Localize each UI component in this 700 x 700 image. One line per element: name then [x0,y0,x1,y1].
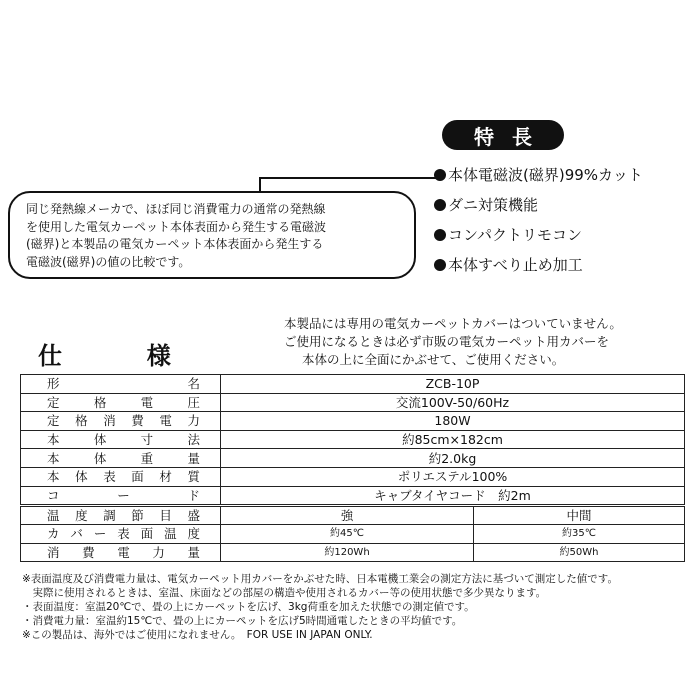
cover-note-line: 本製品には専用の電気カーペットカバーはついていません。 [284,316,622,331]
table-row [21,505,685,524]
spec-label: 本体重量 [21,449,221,468]
bullet-icon [434,229,446,241]
footnote: ※表面温度及び消費電力量は、電気カーペット用カバーをかぶせた時、日本電機工業会の測定方法に基づいて測定した値です。 [22,573,618,585]
spec-label: カバー表面温度 [21,525,221,544]
spec-label: 本体寸法 [21,430,221,449]
table-row [21,449,685,468]
bullet-icon [434,169,446,181]
spec-label: 温度調節目盛 [21,505,221,524]
spec-value: ポリエステル100% [221,467,685,486]
spec-title-char: 仕 [38,342,62,370]
footnote: ・消費電力量：室温約15℃で、畳の上にカーペットを広げ5時間通電したときの平均値です。 [22,615,463,627]
strong-value: 約45℃ [221,525,474,544]
table-row [21,412,685,431]
spec-label: 定格電圧 [21,393,221,412]
note-line: 電磁波(磁界)の値の比較です。 [26,254,191,269]
table-row [21,375,685,394]
feature-item [434,254,643,284]
note-line: 同じ発熱線メーカで、ほぼ同じ消費電力の通常の発熱線 [26,202,326,216]
medium-value: 約50Wh [474,543,685,562]
medium-value: 約35℃ [474,525,685,544]
footnote: 実際に使用されるときは、室温、床面などの部屋の構造や使用されるカバー等の使用状態で多少異なります。 [22,587,547,599]
spec-value: キャブタイヤコード 約2m [221,486,685,505]
callout-connector [259,177,437,179]
medium-header: 中間 [474,505,685,524]
spec-value: 180W [221,412,685,431]
table-row [21,430,685,449]
footnote: ※この製品は、海外ではご使用になれません。 FOR USE IN JAPAN ONLY. [22,629,373,641]
spec-label: 消費電力量 [21,543,221,562]
feature-item [434,194,643,224]
spec-value: 約2.0kg [221,449,685,468]
cover-note-line: ご使用になるときは必ず市販の電気カーペット用カバーを [284,334,610,349]
strong-header: 強 [221,505,474,524]
feature-label: コンパクトリモコン [448,226,582,244]
spec-value: 約85cm×182cm [221,430,685,449]
table-row [21,543,685,562]
table-row [21,393,685,412]
feature-list [434,164,643,284]
spec-label: 形名 [21,375,221,394]
spec-title [38,336,171,371]
feature-label: 本体すべり止め加工 [448,256,583,274]
spec-label: コード [21,486,221,505]
table-row [21,525,685,544]
cover-note-line: 本体の上に全面にかぶせて、ご使用ください。 [302,352,565,367]
footnote: ・表面温度：室温20℃で、畳の上にカーペットを広げ、3kg荷重を加えた状態での測定値です。 [22,601,475,613]
bullet-icon [434,259,446,271]
spec-table [20,374,685,562]
spec-label: 定格消費電力 [21,412,221,431]
feature-label: 本体電磁波(磁界)99%カット [448,166,643,184]
table-row [21,467,685,486]
spec-title-char: 様 [146,342,171,370]
feature-item [434,164,643,194]
spec-value: 交流100V-50/60Hz [221,393,685,412]
features-title: 特長 [442,120,564,150]
feature-item [434,224,643,254]
strong-value: 約120Wh [221,543,474,562]
cover-note [284,315,622,369]
spec-value: ZCB-10P [221,375,685,394]
comparison-note [8,191,416,279]
spec-label: 本体表面材質 [21,467,221,486]
note-line: を使用した電気カーペット本体表面から発生する電磁波 [26,219,327,234]
table-row [21,486,685,505]
feature-label: ダニ対策機能 [448,196,539,214]
note-line: (磁界)と本製品の電気カーペット本体表面から発生する [26,237,324,251]
bullet-icon [434,199,446,211]
footnotes [22,572,618,642]
